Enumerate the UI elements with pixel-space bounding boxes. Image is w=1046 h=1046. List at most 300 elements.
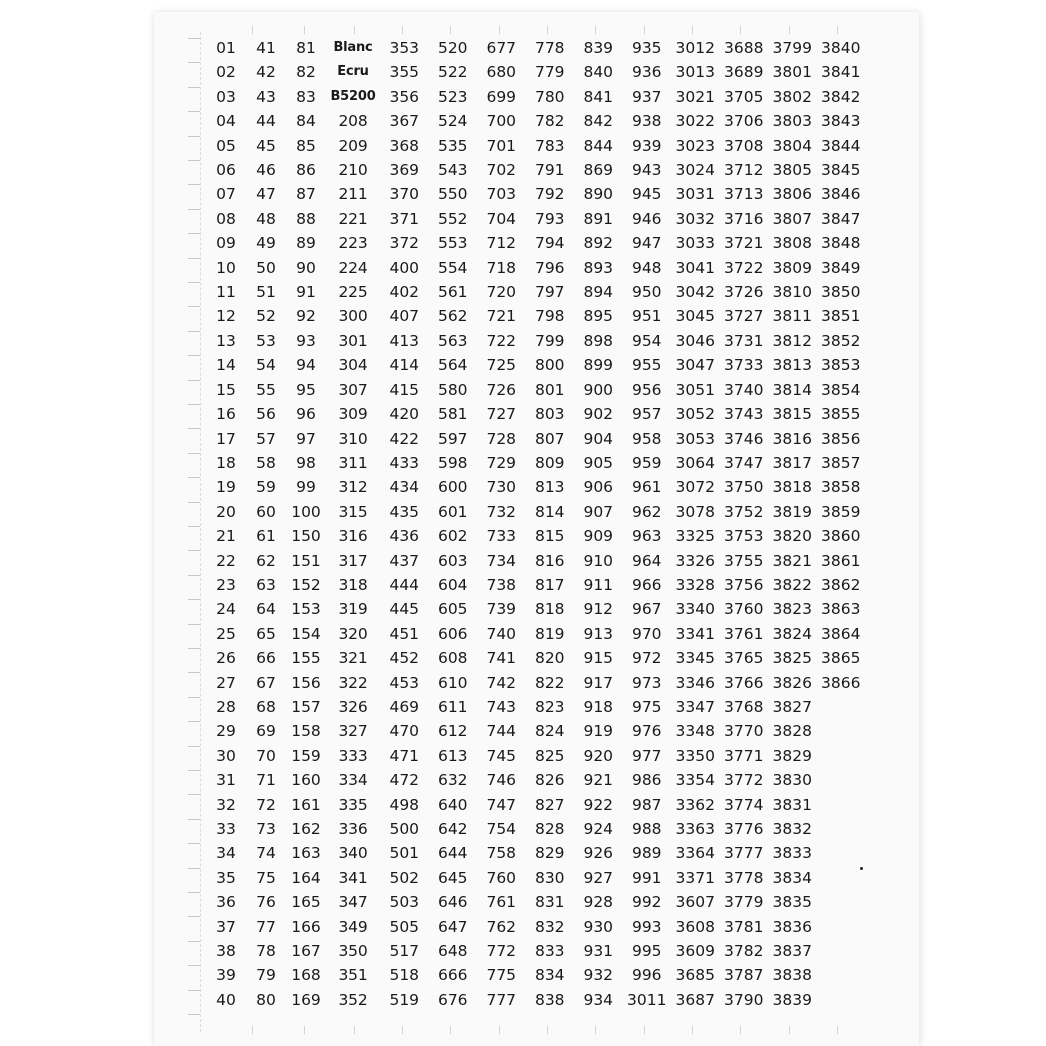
color-code-cell: 3712 [724, 161, 764, 180]
color-code-cell: 341 [338, 868, 368, 887]
color-code-cell: 733 [486, 527, 517, 546]
color-code-cell: 943 [631, 161, 662, 180]
color-code-cell: 3687 [675, 990, 715, 1009]
color-code-cell: 958 [631, 429, 662, 448]
color-code-cell: 164 [291, 868, 321, 887]
color-code-cell: 28 [216, 697, 236, 716]
color-code-cell: 42 [256, 63, 276, 82]
margin-tick [188, 819, 200, 820]
color-code-cell: 3750 [724, 478, 764, 497]
color-code-cell: 47 [256, 185, 276, 204]
color-code-cell: 816 [534, 551, 565, 570]
margin-tick [188, 794, 200, 795]
margin-tick [188, 38, 200, 39]
color-code-cell: 311 [338, 453, 368, 472]
cut-mark [252, 1026, 253, 1034]
color-code-cell: 3809 [772, 258, 812, 277]
color-code-cell: 501 [389, 844, 420, 863]
color-code-cell: 472 [389, 771, 420, 790]
color-code-cell: 04 [216, 112, 236, 131]
cut-mark [740, 1026, 741, 1034]
color-code-cell: 598 [437, 453, 468, 472]
color-code-cell: 642 [437, 820, 468, 838]
color-code-cell: 597 [437, 429, 468, 448]
color-code-cell: 157 [291, 697, 321, 716]
color-code-cell: 563 [437, 331, 468, 350]
color-code-cell: 721 [486, 307, 517, 326]
color-code-cell: 367 [389, 112, 420, 131]
margin-tick [188, 502, 200, 503]
color-code-cell: 841 [583, 87, 614, 106]
color-code-cell: 936 [631, 63, 662, 82]
color-code-cell: 469 [389, 697, 420, 716]
color-code-cell: 3721 [724, 234, 764, 253]
color-code-cell: 732 [486, 502, 517, 521]
color-code-cell: 912 [583, 600, 614, 619]
color-code-cell: 21 [216, 527, 236, 546]
color-code-cell: 907 [583, 502, 614, 521]
color-code-cell: 520 [437, 39, 468, 57]
color-code-cell: 580 [437, 380, 468, 399]
color-code-cell: 3815 [772, 405, 812, 424]
color-code-cell: 839 [583, 39, 614, 57]
cut-mark [595, 26, 596, 34]
color-code-cell: 702 [486, 161, 517, 180]
color-code-cell: 66 [256, 649, 276, 668]
cut-mark [837, 26, 838, 34]
color-code-cell: 300 [338, 307, 368, 326]
color-code-cell: 12 [216, 307, 236, 326]
table-row [206, 622, 865, 646]
color-code-cell: 825 [534, 746, 565, 765]
color-code-cell: 407 [389, 307, 420, 326]
color-code-cell: 934 [583, 990, 614, 1009]
color-code-cell: 208 [338, 112, 368, 131]
color-code-cell: 224 [338, 258, 368, 277]
color-code-cell: 3829 [772, 746, 812, 765]
color-code-cell: 604 [437, 575, 468, 594]
color-code-cell: 3743 [724, 405, 764, 424]
color-code-cell: 3345 [675, 649, 715, 668]
color-code-cell: 964 [631, 551, 662, 570]
color-code-cell: 99 [296, 478, 316, 497]
color-code-cell: 67 [256, 673, 276, 692]
color-code-cell: 57 [256, 429, 276, 448]
cut-mark [547, 26, 548, 34]
color-code-cell: 3325 [675, 527, 715, 546]
table-row [206, 744, 865, 768]
color-code-cell: 919 [583, 722, 614, 741]
color-code-cell: 3819 [772, 502, 812, 521]
color-code-cell: 3045 [675, 307, 715, 326]
color-code-cell: 601 [437, 502, 468, 521]
table-row [206, 719, 865, 743]
color-code-cell: 945 [631, 185, 662, 204]
color-code-cell: 413 [389, 331, 420, 350]
color-code-cell: 987 [631, 795, 662, 814]
color-code-cell: 741 [486, 649, 517, 668]
color-code-cell: 153 [291, 600, 321, 619]
color-code-cell: 3832 [772, 820, 812, 838]
color-code-cell: 3820 [772, 527, 812, 546]
color-code-cell: 503 [389, 893, 420, 912]
color-code-cell: 640 [437, 795, 468, 814]
color-code-cell: 50 [256, 258, 276, 277]
color-code-cell: 902 [583, 405, 614, 424]
color-code-cell: 3845 [821, 161, 861, 180]
color-code-cell: 818 [534, 600, 565, 619]
color-code-cell: 470 [389, 722, 420, 741]
color-code-cell: 01 [216, 39, 236, 57]
margin-tick [188, 941, 200, 942]
color-code-cell: 81 [296, 39, 316, 57]
color-code-cell: 798 [534, 307, 565, 326]
color-code-cell: 434 [389, 478, 420, 497]
color-code-cell: 730 [486, 478, 517, 497]
color-code-cell: 318 [338, 575, 368, 594]
color-code-cell: 20 [216, 502, 236, 521]
color-code-cell: 06 [216, 161, 236, 180]
margin-tick [188, 184, 200, 185]
color-code-cell: 70 [256, 746, 276, 765]
color-code-cell: 3859 [821, 502, 861, 521]
color-code-cell: 3053 [675, 429, 715, 448]
color-code-cell: 60 [256, 502, 276, 521]
color-code-cell: 27 [216, 673, 236, 692]
color-code-cell: Blanc [333, 40, 373, 55]
color-code-cell: 3363 [675, 820, 715, 838]
color-code-cell: 169 [291, 990, 321, 1009]
color-code-cell: 977 [631, 746, 662, 765]
color-code-cell: 166 [291, 917, 321, 936]
color-code-cell: 3802 [772, 87, 812, 106]
color-code-cell: 73 [256, 820, 276, 838]
color-code-cell: 3828 [772, 722, 812, 741]
color-code-cell: 498 [389, 795, 420, 814]
color-code-cell: 321 [338, 649, 368, 668]
color-code-cell: 704 [486, 209, 517, 228]
color-code-cell: 3685 [675, 966, 715, 985]
color-code-cell: 3046 [675, 331, 715, 350]
color-code-cell: 957 [631, 405, 662, 424]
color-code-cell: 51 [256, 283, 276, 302]
color-code-cell: 3052 [675, 405, 715, 424]
color-code-cell: 02 [216, 63, 236, 82]
color-code-cell: 3806 [772, 185, 812, 204]
margin-tick [188, 160, 200, 161]
margin-tick [188, 648, 200, 649]
color-code-cell: 3851 [821, 307, 861, 326]
table-row [206, 85, 865, 109]
color-code-cell: 947 [631, 234, 662, 253]
color-code-cell: 452 [389, 649, 420, 668]
color-code-cell: 726 [486, 380, 517, 399]
color-code-cell [817, 915, 866, 939]
cut-mark [450, 26, 451, 34]
color-code-cell: 738 [486, 575, 517, 594]
color-code-cell: 3608 [675, 917, 715, 936]
color-code-cell: 98 [296, 453, 316, 472]
color-code-cell: 3847 [821, 209, 861, 228]
color-code-cell: 11 [216, 283, 236, 302]
color-code-cell: 3817 [772, 453, 812, 472]
color-code-cell: 918 [583, 697, 614, 716]
color-code-cell: 611 [437, 697, 468, 716]
color-code-cell: 100 [291, 502, 321, 521]
color-code-cell [817, 841, 866, 865]
color-code-cell: 946 [631, 209, 662, 228]
color-code-cell: 79 [256, 966, 276, 985]
color-code-cell: 3840 [821, 39, 861, 57]
color-code-cell: 986 [631, 771, 662, 790]
color-code-cell: 826 [534, 771, 565, 790]
color-code-cell: 61 [256, 527, 276, 546]
color-code-cell: 3848 [821, 234, 861, 253]
color-code-cell: 3779 [724, 893, 764, 912]
color-code-cell: 648 [437, 942, 468, 961]
margin-tick [188, 575, 200, 576]
color-code-cell: 3778 [724, 868, 764, 887]
color-code-cell: 906 [583, 478, 614, 497]
color-code-cell: 937 [631, 87, 662, 106]
color-code-cell: 3776 [724, 820, 764, 838]
color-code-cell: 927 [583, 868, 614, 887]
color-code-cell: 3823 [772, 600, 812, 619]
color-code-cell: 32 [216, 795, 236, 814]
color-code-cell: 10 [216, 258, 236, 277]
color-code-cell: 966 [631, 575, 662, 594]
color-code-cell: 703 [486, 185, 517, 204]
color-code-cell: 803 [534, 405, 565, 424]
color-code-cell: 744 [486, 722, 517, 741]
color-code-cell: 939 [631, 136, 662, 155]
color-code-cell: 420 [389, 405, 420, 424]
color-code-cell: 225 [338, 283, 368, 302]
color-code-cell: 3364 [675, 844, 715, 863]
color-code-cell: 453 [389, 673, 420, 692]
color-code-cell: 801 [534, 380, 565, 399]
margin-tick [188, 87, 200, 88]
color-code-cell: 3021 [675, 87, 715, 106]
color-code-cell: 739 [486, 600, 517, 619]
cut-mark [450, 1026, 451, 1034]
color-code-cell: 3862 [821, 575, 861, 594]
color-code-cell: 550 [437, 185, 468, 204]
color-code-cell: 07 [216, 185, 236, 204]
color-code-cell: 34 [216, 844, 236, 863]
margin-tick [188, 282, 200, 283]
table-row [206, 817, 865, 841]
color-code-cell: 543 [437, 161, 468, 180]
color-code-cell: 561 [437, 283, 468, 302]
color-code-cell: 613 [437, 746, 468, 765]
cut-mark [304, 1026, 305, 1034]
color-code-cell: 680 [486, 63, 517, 82]
color-code-cell: 954 [631, 331, 662, 350]
color-code-cell: 962 [631, 502, 662, 521]
cut-mark [644, 1026, 645, 1034]
color-code-cell: 938 [631, 112, 662, 131]
color-code-cell: 26 [216, 649, 236, 668]
color-code-cell: 91 [296, 283, 316, 302]
color-code-cell: 793 [534, 209, 565, 228]
color-code-cell: 444 [389, 575, 420, 594]
color-code-cell [817, 963, 866, 987]
color-code-cell [817, 793, 866, 817]
table-row [206, 402, 865, 426]
color-code-cell: 3760 [724, 600, 764, 619]
color-code-cell: 150 [291, 527, 321, 546]
color-code-cell: 54 [256, 356, 276, 375]
color-code-cell: 451 [389, 624, 420, 643]
color-code-cell: 3814 [772, 380, 812, 399]
table-row [206, 451, 865, 475]
color-code-cell: 581 [437, 405, 468, 424]
color-code-cell: Ecru [337, 64, 369, 80]
color-code-cell: 3733 [724, 356, 764, 375]
color-code-cell: 76 [256, 893, 276, 912]
table-row [206, 378, 865, 402]
color-code-cell: 606 [437, 624, 468, 643]
color-code-cell: 315 [338, 502, 368, 521]
color-code-cell: 25 [216, 624, 236, 643]
color-code-cell: 3860 [821, 527, 861, 546]
color-code-cell: 15 [216, 380, 236, 399]
cut-mark [837, 1026, 838, 1034]
table-row [206, 963, 865, 987]
color-code-cell: 41 [256, 39, 276, 57]
top-cut-marks [154, 26, 919, 34]
color-code-cell: 762 [486, 917, 517, 936]
table-row [206, 646, 865, 670]
color-code-cell: 46 [256, 161, 276, 180]
color-code-cell: 722 [486, 331, 517, 350]
color-code-cell: 3846 [821, 185, 861, 204]
color-code-cell: 991 [631, 868, 662, 887]
color-code-cell: 3834 [772, 868, 812, 887]
cut-mark [304, 26, 305, 34]
color-code-cell: 676 [437, 990, 468, 1009]
margin-tick [188, 453, 200, 454]
color-code-cell: 552 [437, 209, 468, 228]
color-code-cell: 30 [216, 746, 236, 765]
color-code-cell: 932 [583, 966, 614, 985]
color-code-cell: 24 [216, 600, 236, 619]
color-code-cell: 167 [291, 942, 321, 961]
color-code-cell: 519 [389, 990, 420, 1009]
color-code-cell: 71 [256, 771, 276, 790]
color-code-cell: 3341 [675, 624, 715, 643]
color-code-cell: 602 [437, 527, 468, 546]
color-code-cell: 3849 [821, 258, 861, 277]
color-code-cell: 37 [216, 917, 236, 936]
color-code-cell: 3833 [772, 844, 812, 863]
color-code-cell: 3810 [772, 283, 812, 302]
color-code-cell: 517 [389, 942, 420, 961]
color-code-cell: 3064 [675, 453, 715, 472]
cut-mark [354, 26, 355, 34]
color-code-cell: 780 [534, 87, 565, 106]
color-code-cell: 74 [256, 844, 276, 863]
color-code-cell: 800 [534, 356, 565, 375]
color-code-cell: 3761 [724, 624, 764, 643]
margin-tick [188, 965, 200, 966]
color-code-cell: 59 [256, 478, 276, 497]
margin-tick [188, 672, 200, 673]
color-code-cell: 3811 [772, 307, 812, 326]
margin-tick [188, 892, 200, 893]
color-code-cell: 152 [291, 575, 321, 594]
color-code-cell: 772 [486, 942, 517, 961]
color-code-cell: 29 [216, 722, 236, 741]
table-row [206, 671, 865, 695]
table-row [206, 304, 865, 328]
color-code-cell: 807 [534, 429, 565, 448]
table-row [206, 256, 865, 280]
color-code-cell: 523 [437, 87, 468, 106]
color-code-cell: 743 [486, 697, 517, 716]
color-code-cell: 85 [296, 136, 316, 155]
color-code-cell: 77 [256, 917, 276, 936]
table-row [206, 427, 865, 451]
color-code-cell: 3774 [724, 795, 764, 814]
color-code-cell: 612 [437, 722, 468, 741]
color-code-cell: 951 [631, 307, 662, 326]
color-code-cell: 729 [486, 453, 517, 472]
color-code-cell: 3031 [675, 185, 715, 204]
color-code-cell: 335 [338, 795, 368, 814]
color-code-cell: 3731 [724, 331, 764, 350]
color-code-cell: 53 [256, 331, 276, 350]
margin-tick [188, 843, 200, 844]
color-code-cell: 3830 [772, 771, 812, 790]
color-code-cell: 554 [437, 258, 468, 277]
color-code-cell: 3326 [675, 551, 715, 570]
color-code-cell: 62 [256, 551, 276, 570]
color-code-cell: 210 [338, 161, 368, 180]
color-code-cell: 3768 [724, 697, 764, 716]
color-code-cell: 892 [583, 234, 614, 253]
color-code-cell: 316 [338, 527, 368, 546]
color-code-cell: 3850 [821, 283, 861, 302]
color-code-cell: 815 [534, 527, 565, 546]
color-code-cell: 3033 [675, 234, 715, 253]
color-code-cell: 728 [486, 429, 517, 448]
color-code-cell: 819 [534, 624, 565, 643]
color-code-cell: 3805 [772, 161, 812, 180]
color-code-cell: 3861 [821, 551, 861, 570]
color-code-cell: 3078 [675, 502, 715, 521]
table-row [206, 475, 865, 499]
color-code-cell: 65 [256, 624, 276, 643]
color-code-cell: 319 [338, 600, 368, 619]
color-code-cell: 3863 [821, 600, 861, 619]
color-code-cell: 19 [216, 478, 236, 497]
color-code-cell: 600 [437, 478, 468, 497]
color-code-cell: 899 [583, 356, 614, 375]
color-code-cell: 794 [534, 234, 565, 253]
margin-tick [188, 355, 200, 356]
color-code-cell: 712 [486, 234, 517, 253]
color-code-cell: 3354 [675, 771, 715, 790]
color-code-cell: 644 [437, 844, 468, 863]
margin-tick [188, 770, 200, 771]
color-code-cell: 895 [583, 307, 614, 326]
color-code-cell: 746 [486, 771, 517, 790]
color-code-cell: 828 [534, 820, 565, 838]
color-code-cell [817, 890, 866, 914]
color-code-cell: 909 [583, 527, 614, 546]
